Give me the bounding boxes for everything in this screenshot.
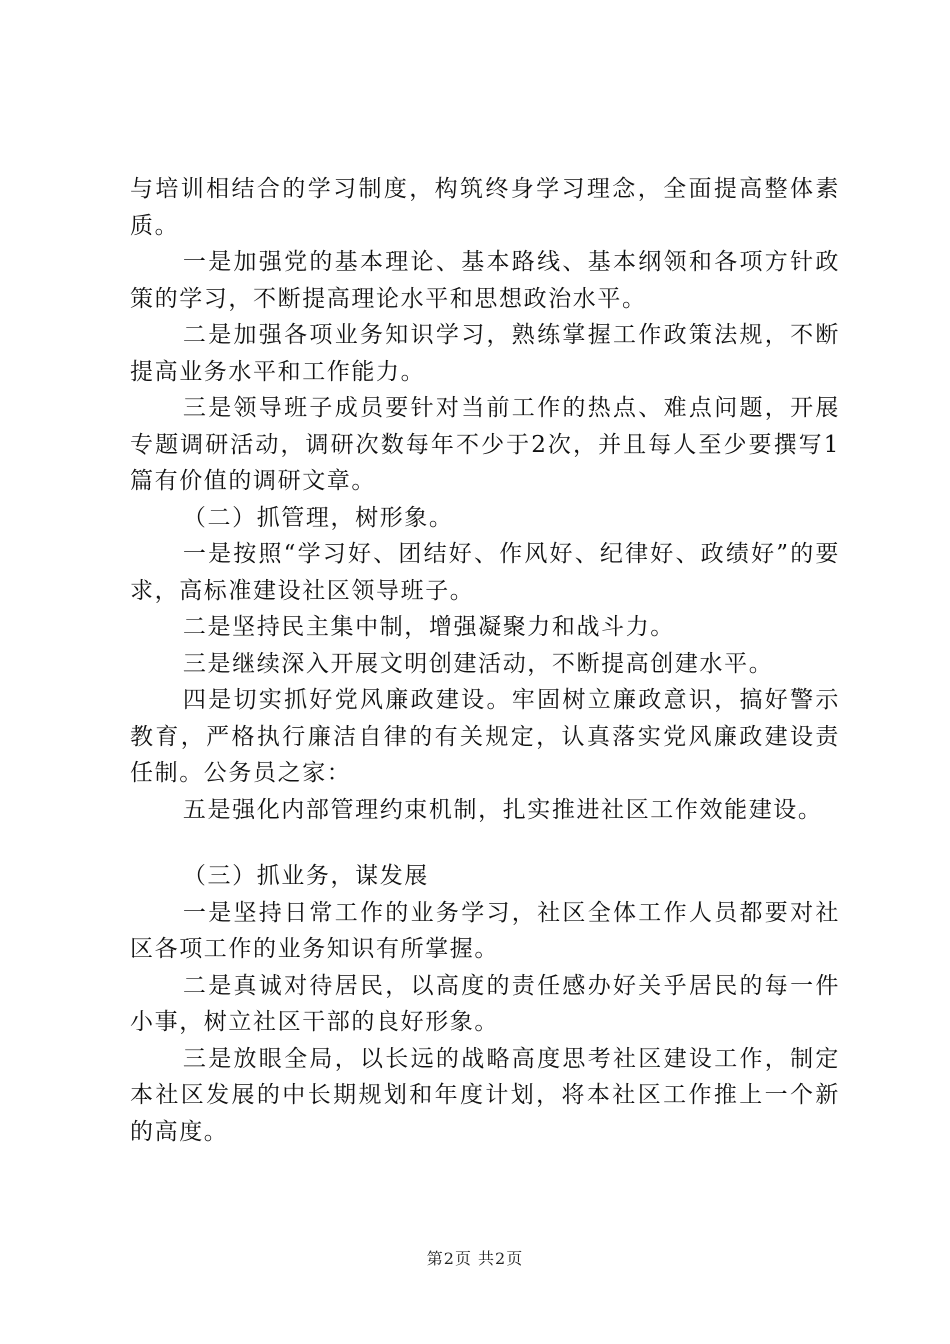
paragraph-research: 三是领导班子成员要针对当前工作的热点、难点问题，开展专题调研活动，调研次数每年不少于2次，并且每人至少要撰写1篇有价值的调研文章。 <box>130 395 840 494</box>
paragraph-planning: 三是放眼全局，以长远的战略高度思考社区建设工作，制定本社区发展的中长期规划和年度计划，将本社区工作推上一个新的高度。 <box>130 1045 840 1145</box>
paragraph-daily-study: 一是坚持日常工作的业务学习，社区全体工作人员都要对社区各项工作的业务知识有所掌握。 <box>130 899 840 962</box>
section-heading-business: （三）抓业务，谋发展 <box>182 863 429 889</box>
paragraph-spacer <box>130 828 840 858</box>
paragraph-study-business: 二是加强各项业务知识学习，熟练掌握工作政策法规，不断提高业务水平和工作能力。 <box>130 322 840 385</box>
section-heading-management: （二）抓管理，树形象。 <box>182 504 454 531</box>
document-body <box>130 171 840 1150</box>
paragraph-residents: 二是真诚对待居民，以高度的责任感办好关乎居民的每一件小事，树立社区干部的良好形象。 <box>130 972 840 1035</box>
page-number-footer: 第2页 共2页 <box>426 1249 524 1268</box>
paragraph-leadership: 一是按照“学习好、团结好、作风好、纪律好、政绩好”的要求，高标准建设社区领导班子。 <box>130 541 840 604</box>
paragraph-democratic-centralism: 二是坚持民主集中制，增强凝聚力和战斗力。 <box>182 614 675 640</box>
paragraph-integrity: 四是切实抓好党风廉政建设。牢固树立廉政意识，搞好警示教育，严格执行廉洁自律的有关规定，认真落实党风廉政建设责任制。公务员之家： <box>130 687 840 786</box>
paragraph-study-theory: 一是加强党的基本理论、基本路线、基本纲领和各项方针政策的学习，不断提高理论水平和思想政治水平。 <box>130 249 840 312</box>
paragraph-internal-management: 五是强化内部管理约束机制，扎实推进社区工作效能建设。 <box>182 796 823 823</box>
paragraph-civilization: 三是继续深入开展文明创建活动，不断提高创建水平。 <box>182 650 774 677</box>
paragraph-continuation: 与培训相结合的学习制度，构筑终身学习理念，全面提高整体素质。 <box>130 176 840 239</box>
